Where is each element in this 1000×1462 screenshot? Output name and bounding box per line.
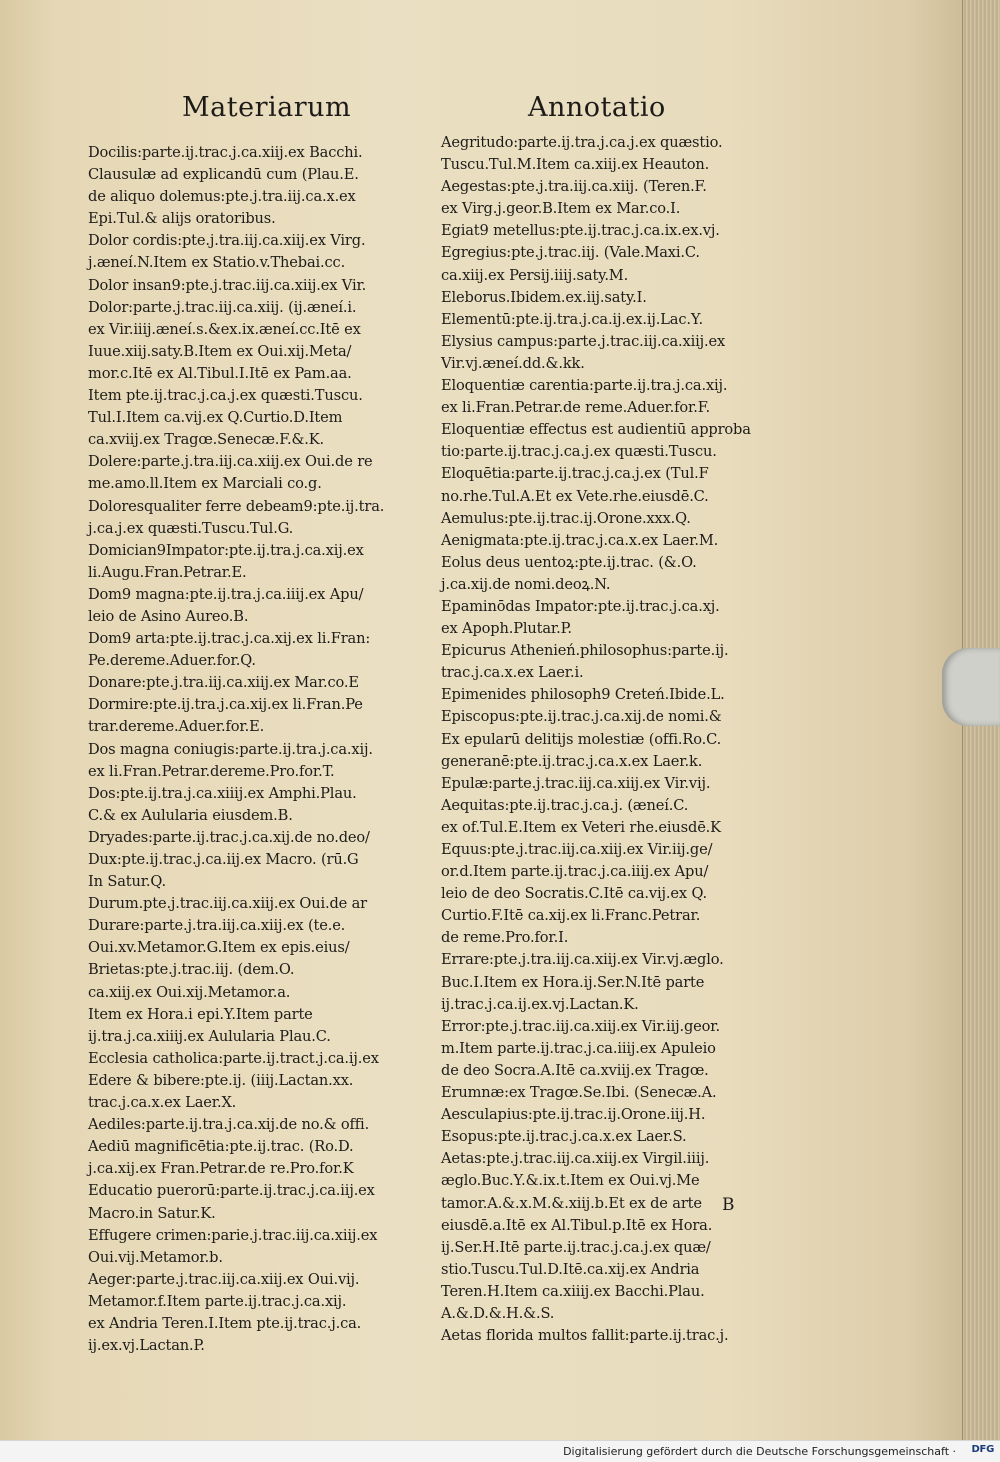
text-line: ex Apoph.Plutar.P. (441, 620, 572, 638)
text-line: tamor.A.&.x.M.&.xiij.b.Et ex de arte (441, 1194, 702, 1212)
text-line: ij.Ser.H.Itē parte.ij.trac.j.ca.j.ex quæ/ (441, 1238, 711, 1256)
text-line: Educatio puerorū:parte.ij.trac.j.ca.iij.ex (88, 1182, 375, 1200)
text-line: In Satur.Q. (88, 873, 167, 891)
text-line: Elysius campus:parte.j.trac.iij.ca.xiij.ex (441, 332, 726, 350)
text-line: Ecclesia catholica:parte.ij.tract.j.ca.ij.ex (88, 1049, 379, 1067)
text-line: Edere & bibere:pte.ij. (iiij.Lactan.xx. (88, 1071, 354, 1089)
text-line: ij.trac.j.ca.ij.ex.vj.Lactan.K. (441, 995, 639, 1013)
text-line: Brietas:pte.j.trac.iij. (dem.O. (88, 961, 295, 979)
text-line: ex Vir.iiij.æneí.s.&ex.ix.æneí.cc.Itē ex (88, 320, 361, 338)
text-line: C.& ex Aulularia eiusdem.B. (88, 806, 293, 824)
text-line: Dormire:pte.ij.tra.j.ca.xij.ex li.Fran.Pe (88, 696, 363, 714)
text-line: Item ex Hora.i epi.Y.Item parte (88, 1005, 313, 1023)
text-line: stio.Tuscu.Tul.D.Itē.ca.xij.ex Andria (441, 1260, 700, 1278)
text-line: Dom9 arta:pte.ij.trac.j.ca.xij.ex li.Fran: (88, 630, 371, 648)
text-line: Dos magna coniugis:parte.ij.tra.j.ca.xij. (88, 740, 373, 758)
text-line: li.Augu.Fran.Petrar.E. (88, 563, 247, 581)
text-line: Aetas florida multos fallit:parte.ij.trac.j. (441, 1327, 729, 1345)
text-line: eiusdē.a.Itē ex Al.Tibul.p.Itē ex Hora. (441, 1216, 713, 1234)
text-line: Aediū magnificētia:pte.ij.trac. (Ro.D. (88, 1138, 354, 1156)
text-line: Clausulæ ad explicandū cum (Plau.E. (88, 166, 359, 184)
text-line: Curtio.F.Itē ca.xij.ex li.Franc.Petrar. (441, 907, 701, 925)
text-line: Epulæ:parte.j.trac.iij.ca.xiij.ex Vir.vij. (441, 774, 711, 792)
text-line: Eolus deus uentoꝝ:pte.ij.trac. (&.O. (441, 553, 697, 571)
signature-mark: B (722, 1195, 735, 1215)
text-line: Epaminōdas Impator:pte.ij.trac.j.ca.xj. (441, 597, 720, 615)
text-line: Teren.H.Item ca.xiiij.ex Bacchi.Plau. (441, 1282, 705, 1300)
text-line: Dolere:parte.j.tra.iij.ca.xiij.ex Oui.de re (88, 453, 373, 471)
text-line: j.ca.xij.de nomi.deoꝝ.N. (441, 575, 611, 593)
text-line: Egregius:pte.j.trac.iij. (Vale.Maxi.C. (441, 244, 700, 262)
text-line: Aenigmata:pte.ij.trac.j.ca.x.ex Laer.M. (441, 531, 719, 549)
text-line: ex li.Fran.Petrar.dereme.Pro.for.T. (88, 762, 335, 780)
text-line: trac.j.ca.x.ex Laer.i. (441, 664, 584, 682)
text-line: Dryades:parte.ij.trac.j.ca.xij.de no.deo/ (88, 828, 370, 846)
text-line: ex of.Tul.E.Item ex Veteri rhe.eiusdē.K (441, 818, 721, 836)
text-line: me.amo.ll.Item ex Marciali co.g. (88, 475, 322, 493)
text-line: ca.xviij.ex Tragœ.Senecæ.F.&.K. (88, 431, 325, 449)
text-line: ex Andria Teren.I.Item pte.ij.trac.j.ca. (88, 1314, 362, 1332)
text-line: Iuue.xiij.saty.B.Item ex Oui.xij.Meta/ (88, 342, 352, 360)
text-line: Metamor.f.Item parte.ij.trac.j.ca.xij. (88, 1292, 347, 1310)
text-line: ex Virg.j.geor.B.Item ex Mar.co.I. (441, 200, 681, 218)
text-line: Durare:parte.j.tra.iij.ca.xiij.ex (te.e. (88, 917, 346, 935)
left-column (88, 142, 418, 1357)
text-line: or.d.Item parte.ij.trac.j.ca.iiij.ex Apu/ (441, 863, 709, 881)
text-line: j.ca.xij.ex Fran.Petrar.de re.Pro.for.K (88, 1160, 354, 1178)
text-line: Aegritudo:parte.ij.tra.j.ca.j.ex quæstio. (441, 134, 723, 151)
text-line: ca.xiij.ex Oui.xij.Metamor.a. (88, 983, 291, 1001)
text-line: Domician9Impator:pte.ij.tra.j.ca.xij.ex (88, 541, 364, 559)
text-line: Egiat9 metellus:pte.ij.trac.j.ca.ix.ex.vj. (441, 222, 720, 240)
text-line: Doloresqualiter ferre debeam9:pte.ij.tra. (88, 497, 385, 515)
text-line: Docilis:parte.ij.trac.j.ca.xiij.ex Bacchi. (88, 144, 363, 161)
text-line: Equus:pte.j.trac.iij.ca.xiij.ex Vir.iij.ge/ (441, 841, 713, 858)
text-line: Dos:pte.ij.tra.j.ca.xiiij.ex Amphi.Plau. (88, 784, 357, 802)
right-column (441, 132, 771, 1347)
text-line: j.ca.j.ex quæsti.Tuscu.Tul.G. (88, 519, 294, 537)
text-line: Elementū:pte.ij.tra.j.ca.ij.ex.ij.Lac.Y. (441, 310, 703, 328)
text-line: leio de deo Socratis.C.Itē ca.vij.ex Q. (441, 885, 708, 903)
text-line: A.&.D.&.H.&.S. (441, 1304, 555, 1322)
text-line: Durum.pte.j.trac.iij.ca.xiij.ex Oui.de ar (88, 895, 368, 913)
text-line: m.Item parte.ij.trac.j.ca.iiij.ex Apuleio (441, 1039, 716, 1057)
text-line: j.æneí.N.Item ex Statio.v.Thebai.cc. (88, 254, 346, 272)
text-line: Error:pte.j.trac.iij.ca.xiij.ex Vir.iij.geor. (441, 1017, 721, 1035)
text-line: ex li.Fran.Petrar.de reme.Aduer.for.F. (441, 399, 710, 417)
text-line: Eloquentiæ effectus est audientiū approba (441, 421, 751, 439)
text-line: Aemulus:pte.ij.trac.ij.Orone.xxx.Q. (441, 509, 691, 527)
text-line: Tuscu.Tul.M.Item ca.xiij.ex Heauton. (441, 156, 710, 174)
running-head-left: Materiarum (182, 92, 352, 123)
text-line: no.rhe.Tul.A.Et ex Vete.rhe.eiusdē.C. (441, 487, 709, 505)
text-line: Oui.xv.Metamor.G.Item ex epis.eius/ (88, 939, 350, 957)
text-line: Ex epularū delitijs molestiæ (offi.Ro.C. (441, 730, 722, 748)
text-line: Eloquentiæ carentia:parte.ij.tra.j.ca.xij. (441, 377, 728, 395)
text-line: Effugere crimen:parie.j.trac.iij.ca.xiij.ex (88, 1226, 378, 1244)
text-line: tio:parte.ij.trac.j.ca.j.ex quæsti.Tuscu. (441, 443, 717, 461)
text-line: Eleborus.Ibidem.ex.iij.saty.I. (441, 288, 647, 306)
text-line: Tul.I.Item ca.vij.ex Q.Curtio.D.Item (88, 409, 343, 427)
text-line: leio de Asino Aureo.B. (88, 607, 249, 625)
text-line: Oui.vij.Metamor.b. (88, 1248, 223, 1266)
text-line: Dux:pte.ij.trac.j.ca.iij.ex Macro. (rū.G (88, 851, 359, 868)
text-line: Aequitas:pte.ij.trac.j.ca.j. (æneí.C. (441, 796, 689, 814)
text-line: Dolor cordis:pte.j.tra.iij.ca.xiij.ex Virg. (88, 232, 366, 250)
text-line: Donare:pte.j.tra.iij.ca.xiij.ex Mar.co.E (88, 674, 359, 692)
text-line: Macro.in Satur.K. (88, 1204, 216, 1222)
text-line: de aliquo dolemus:pte.j.tra.iij.ca.x.ex (88, 188, 356, 206)
text-line: Pe.dereme.Aduer.for.Q. (88, 652, 256, 670)
text-line: Episcopus:pte.ij.trac.j.ca.xij.de nomi.& (441, 708, 722, 726)
text-line: Dom9 magna:pte.ij.tra.j.ca.iiij.ex Apu/ (88, 585, 364, 603)
text-line: Epi.Tul.& alijs oratoribus. (88, 210, 276, 228)
text-line: Vir.vj.æneí.dd.&.kk. (441, 354, 585, 372)
text-line: Eloquētia:parte.ij.trac.j.ca.j.ex (Tul.F (441, 465, 709, 483)
text-line: de deo Socra.A.Itē ca.xviij.ex Tragœ. (441, 1061, 709, 1079)
text-line: generanē:pte.ij.trac.j.ca.x.ex Laer.k. (441, 752, 703, 770)
text-line: ij.ex.vj.Lactan.P. (88, 1337, 205, 1355)
text-line: Aediles:parte.ij.tra.j.ca.xij.de no.& offi. (88, 1116, 370, 1134)
text-line: Errare:pte.j.tra.iij.ca.xiij.ex Vir.vj.æglo. (441, 951, 724, 969)
text-line: Aesculapius:pte.ij.trac.ij.Orone.iij.H. (441, 1106, 706, 1124)
text-line: de reme.Pro.for.I. (441, 929, 569, 947)
text-line: Epicurus Athenień.philosophus:parte.ij. (441, 642, 729, 660)
text-line: Erumnæ:ex Tragœ.Se.Ibi. (Senecæ.A. (441, 1084, 717, 1102)
text-line: Dolor:parte.j.trac.iij.ca.xiij. (ij.æneí.i. (88, 298, 357, 316)
footer-bar (0, 1440, 1000, 1462)
text-line: mor.c.Itē ex Al.Tibul.I.Itē ex Pam.aa. (88, 364, 352, 382)
text-line: Item pte.ij.trac.j.ca.j.ex quæsti.Tuscu. (88, 387, 363, 405)
text-line: trar.dereme.Aduer.for.E. (88, 718, 265, 736)
text-line: Esopus:pte.ij.trac.j.ca.x.ex Laer.S. (441, 1128, 687, 1146)
text-line: Aegestas:pte.j.tra.iij.ca.xiij. (Teren.F. (441, 178, 707, 196)
text-line: trac.j.ca.x.ex Laer.X. (88, 1094, 237, 1112)
text-line: Dolor insan9:pte.j.trac.iij.ca.xiij.ex Vir. (88, 276, 367, 294)
dfg-logo-icon: DFG (971, 1444, 994, 1455)
text-line: ca.xiij.ex Persij.iiij.saty.M. (441, 266, 629, 284)
text-line: Aetas:pte.j.trac.iij.ca.xiij.ex Virgil.iiij. (441, 1150, 710, 1168)
footer-credit: Digitalisierung gefördert durch die Deutsche Forschungsgemeinschaft · (563, 1445, 956, 1458)
scanner-clip (942, 648, 1000, 726)
text-line: Aeger:parte.j.trac.iij.ca.xiij.ex Oui.vij. (88, 1270, 360, 1288)
running-head-right: Annotatio (528, 92, 666, 123)
text-line: Epimenides philosoph9 Creteń.Ibide.L. (441, 686, 725, 704)
text-line: æglo.Buc.Y.&.ix.t.Item ex Oui.vj.Me (441, 1172, 700, 1190)
text-line: Buc.I.Item ex Hora.ij.Ser.N.Itē parte (441, 973, 705, 991)
text-line: ij.tra.j.ca.xiiij.ex Aulularia Plau.C. (88, 1027, 331, 1045)
